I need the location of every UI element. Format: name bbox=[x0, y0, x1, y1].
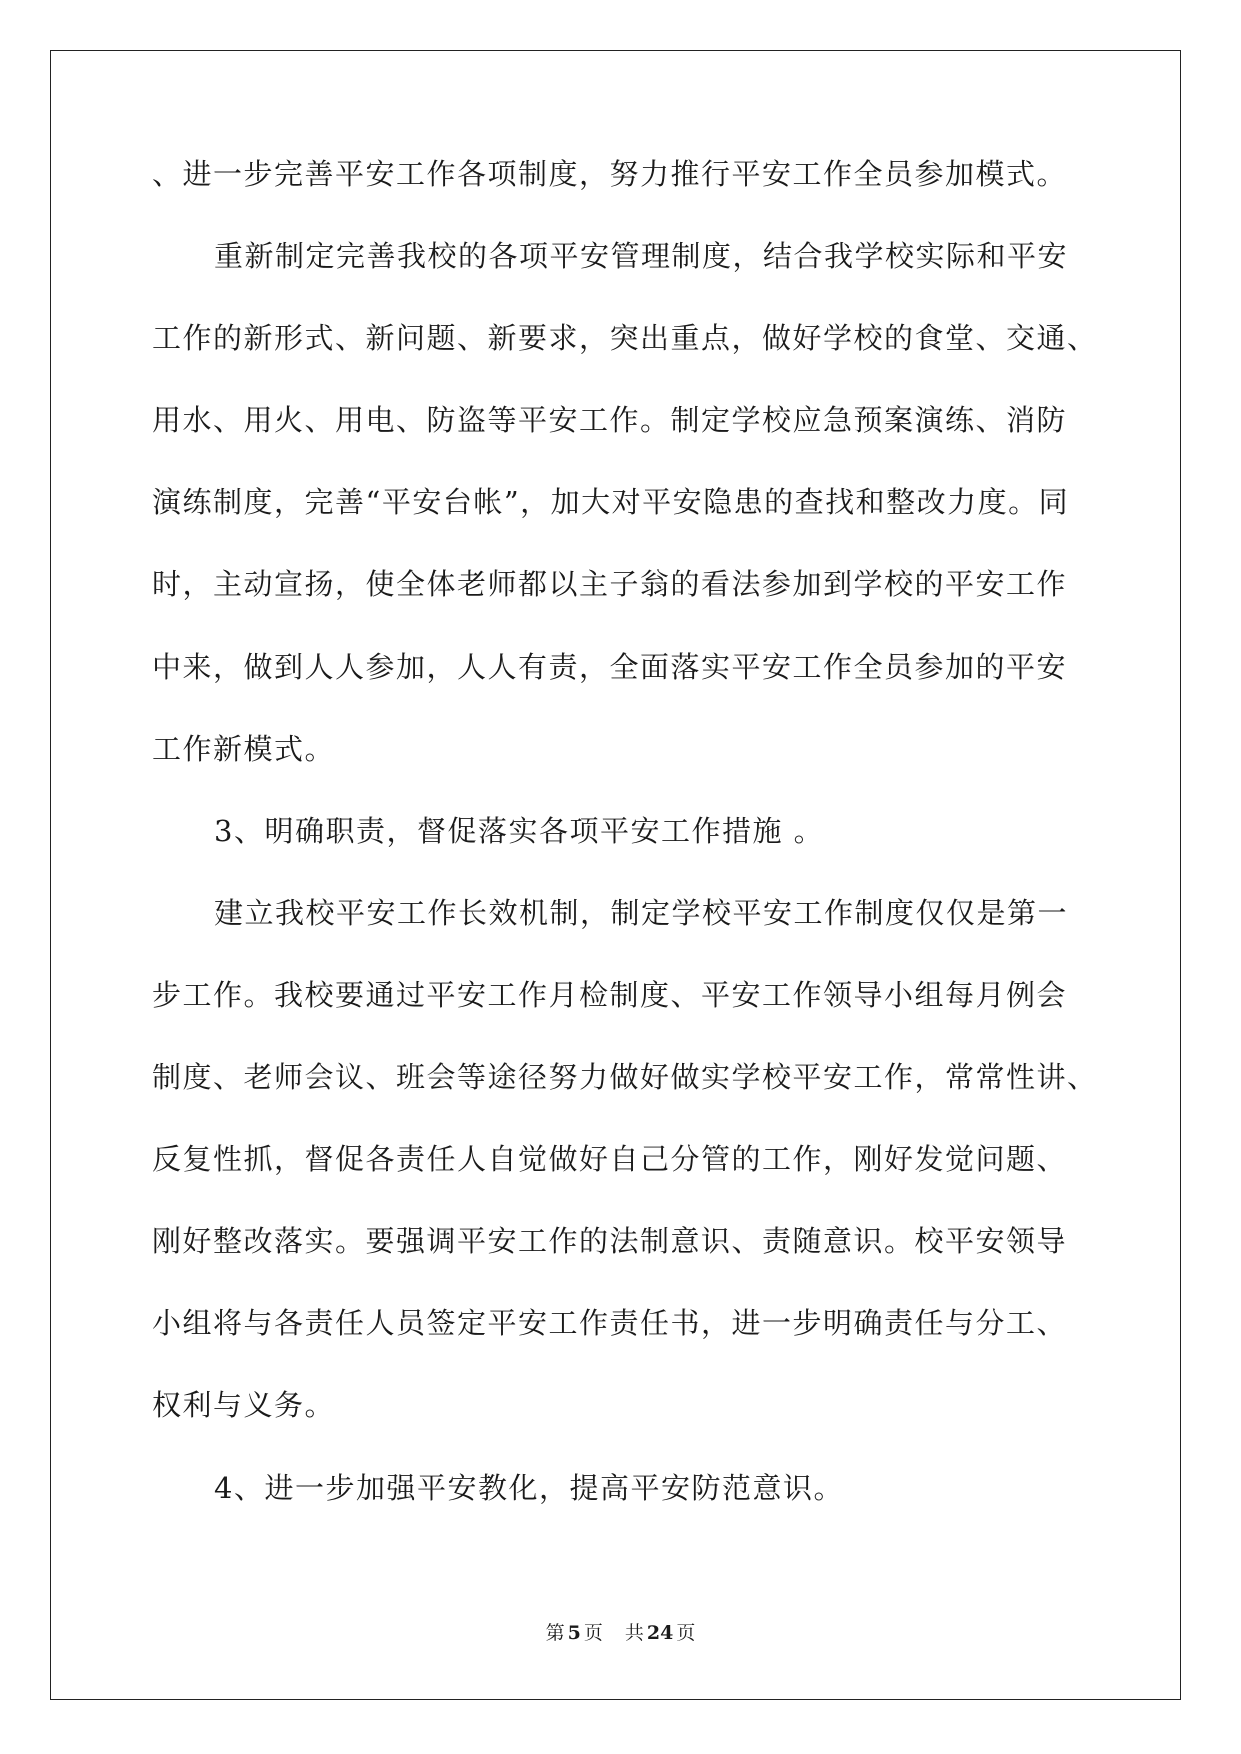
page-footer bbox=[0, 1621, 1241, 1645]
text-line: 演练制度，完善“平安台帐”，加大对平安隐患的查找和整改力度。同 bbox=[152, 485, 1070, 520]
text-line: 工作新模式。 bbox=[152, 731, 336, 766]
text-line: 制度、老师会议、班会等途径努力做好做实学校平安工作，常常性讲、 bbox=[152, 1060, 1098, 1095]
text-line: 时，主动宣扬，使全体老师都以主子翁的看法参加到学校的平安工作 bbox=[152, 567, 1068, 602]
total-suffix: 页 bbox=[676, 1622, 696, 1644]
section-heading-3: 3、明确职责，督促落实各项平安工作措施 。 bbox=[214, 813, 825, 848]
paragraph-first-line: 重新制定完善我校的各项平安管理制度，结合我学校实际和平安 bbox=[214, 239, 1069, 274]
page-prefix: 第 bbox=[545, 1622, 565, 1644]
page-number: 5 bbox=[567, 1622, 581, 1644]
text-line: 工作的新形式、新问题、新要求，突出重点，做好学校的食堂、交通、 bbox=[152, 321, 1098, 356]
text-line: 用水、用火、用电、防盗等平安工作。制定学校应急预案演练、消防 bbox=[152, 403, 1068, 438]
total-pages: 24 bbox=[646, 1622, 674, 1644]
text-line: 小组将与各责任人员签定平安工作责任书，进一步明确责任与分工、 bbox=[152, 1306, 1068, 1341]
text-line: 刚好整改落实。要强调平安工作的法制意识、责随意识。校平安领导 bbox=[152, 1224, 1068, 1259]
document-body bbox=[152, 158, 1112, 1554]
text-line: 中来，做到人人参加，人人有责，全面落实平安工作全员参加的平安 bbox=[152, 649, 1068, 684]
text-line: 、进一步完善平安工作各项制度，努力推行平安工作全员参加模式。 bbox=[152, 157, 1068, 191]
section-heading-4: 4、进一步加强平安教化，提高平安防范意识。 bbox=[214, 1470, 844, 1505]
text-line: 反复性抓，督促各责任人自觉做好自己分管的工作，刚好发觉问题、 bbox=[152, 1142, 1068, 1177]
text-line: 权利与义务。 bbox=[152, 1388, 336, 1423]
paragraph-first-line: 建立我校平安工作长效机制，制定学校平安工作制度仅仅是第一 bbox=[214, 895, 1069, 930]
total-prefix: 共 bbox=[624, 1622, 644, 1644]
page-suffix: 页 bbox=[583, 1622, 603, 1644]
text-line: 步工作。我校要通过平安工作月检制度、平安工作领导小组每月例会 bbox=[152, 977, 1068, 1012]
